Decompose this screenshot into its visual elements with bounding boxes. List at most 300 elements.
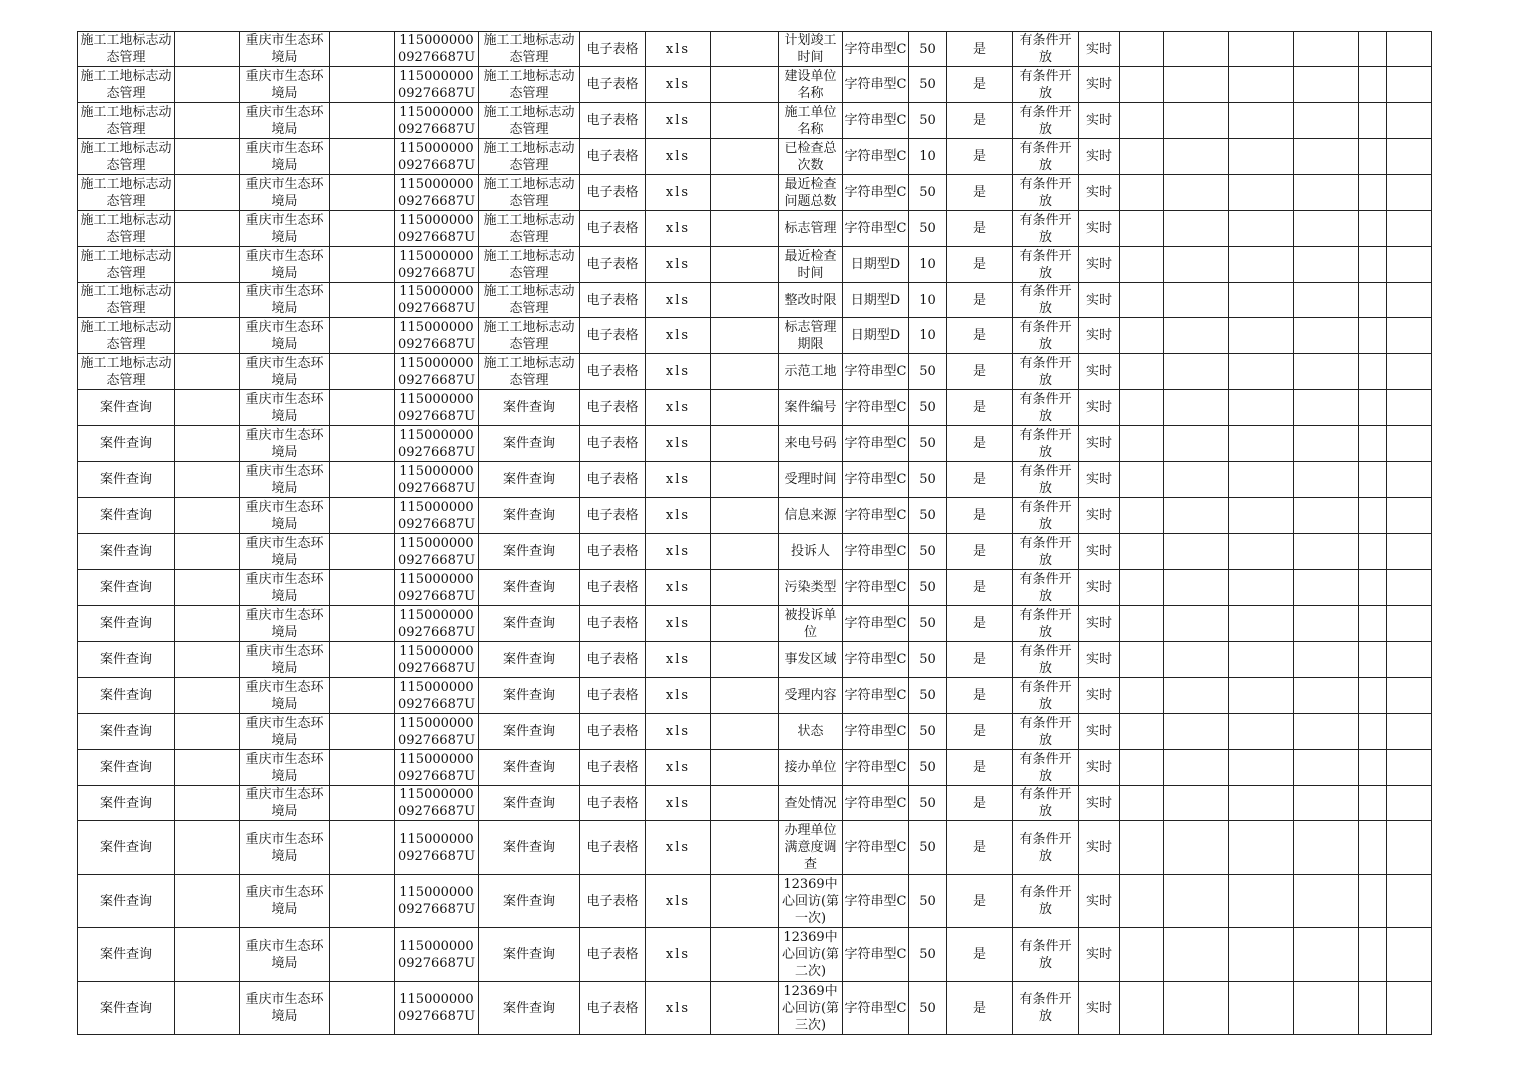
cell-extension: xls [646, 354, 711, 390]
cell-open-level: 有条件开放 [1013, 32, 1079, 67]
cell-required: 是 [947, 354, 1013, 390]
cell-extra-4 [1294, 678, 1359, 714]
cell-data-type: 字符串型C [843, 678, 909, 714]
cell-blank-b [330, 318, 395, 354]
cell-extension: xls [646, 498, 711, 534]
cell-data-type: 字符串型C [843, 786, 909, 821]
cell-extension: xls [646, 821, 711, 875]
cell-extension: xls [646, 750, 711, 786]
cell-open-level: 有条件开放 [1013, 426, 1079, 462]
cell-extra-6 [1387, 211, 1432, 247]
cell-data-type: 字符串型C [843, 714, 909, 750]
cell-blank-c [711, 982, 779, 1035]
cell-extra-6 [1387, 426, 1432, 462]
cell-department: 重庆市生态环境局 [240, 462, 330, 498]
cell-blank-c [711, 462, 779, 498]
cell-credit-code: 11500000009276687U [395, 642, 479, 678]
cell-department: 重庆市生态环境局 [240, 498, 330, 534]
cell-blank-c [711, 498, 779, 534]
cell-extension: xls [646, 982, 711, 1035]
cell-extra-4 [1294, 642, 1359, 678]
cell-extra-1 [1120, 462, 1164, 498]
cell-topic: 案件查询 [78, 928, 175, 982]
cell-extra-6 [1387, 534, 1432, 570]
cell-blank-b [330, 982, 395, 1035]
cell-update-freq: 实时 [1079, 103, 1120, 139]
cell-resource: 施工工地标志动态管理 [479, 247, 580, 283]
cell-open-level: 有条件开放 [1013, 390, 1079, 426]
cell-extra-1 [1120, 642, 1164, 678]
cell-data-type: 字符串型C [843, 211, 909, 247]
cell-resource: 施工工地标志动态管理 [479, 211, 580, 247]
cell-extra-3 [1229, 67, 1294, 103]
cell-department: 重庆市生态环境局 [240, 211, 330, 247]
cell-data-type: 字符串型C [843, 642, 909, 678]
cell-extra-1 [1120, 390, 1164, 426]
table-row [78, 534, 1432, 570]
cell-length: 50 [909, 426, 947, 462]
cell-department: 重庆市生态环境局 [240, 175, 330, 211]
cell-blank-b [330, 211, 395, 247]
cell-credit-code: 11500000009276687U [395, 67, 479, 103]
table-row [78, 982, 1432, 1035]
cell-open-level: 有条件开放 [1013, 283, 1079, 318]
cell-format-type: 电子表格 [580, 354, 646, 390]
cell-extra-2 [1164, 714, 1229, 750]
cell-extra-5 [1359, 498, 1387, 534]
cell-blank-b [330, 103, 395, 139]
cell-open-level: 有条件开放 [1013, 211, 1079, 247]
cell-length: 50 [909, 462, 947, 498]
cell-credit-code: 11500000009276687U [395, 462, 479, 498]
cell-topic: 案件查询 [78, 462, 175, 498]
cell-department: 重庆市生态环境局 [240, 928, 330, 982]
cell-data-type: 日期型D [843, 247, 909, 283]
cell-field-name: 案件编号 [779, 390, 843, 426]
cell-extra-1 [1120, 139, 1164, 175]
cell-blank-c [711, 606, 779, 642]
cell-required: 是 [947, 786, 1013, 821]
cell-format-type: 电子表格 [580, 390, 646, 426]
cell-format-type: 电子表格 [580, 175, 646, 211]
cell-department: 重庆市生态环境局 [240, 32, 330, 67]
cell-extra-6 [1387, 678, 1432, 714]
cell-extension: xls [646, 678, 711, 714]
cell-blank-c [711, 354, 779, 390]
cell-topic: 施工工地标志动态管理 [78, 247, 175, 283]
cell-data-type: 字符串型C [843, 67, 909, 103]
cell-extra-2 [1164, 390, 1229, 426]
cell-extra-2 [1164, 570, 1229, 606]
cell-extra-2 [1164, 678, 1229, 714]
cell-format-type: 电子表格 [580, 570, 646, 606]
cell-field-name: 建设单位名称 [779, 67, 843, 103]
table-row [78, 426, 1432, 462]
cell-extra-3 [1229, 606, 1294, 642]
cell-blank-c [711, 67, 779, 103]
cell-format-type: 电子表格 [580, 211, 646, 247]
cell-required: 是 [947, 750, 1013, 786]
cell-extension: xls [646, 103, 711, 139]
cell-topic: 案件查询 [78, 534, 175, 570]
cell-topic: 案件查询 [78, 875, 175, 928]
cell-field-name: 计划竣工时间 [779, 32, 843, 67]
cell-blank-a [175, 139, 240, 175]
cell-format-type: 电子表格 [580, 283, 646, 318]
cell-extra-3 [1229, 283, 1294, 318]
cell-data-type: 字符串型C [843, 354, 909, 390]
cell-extension: xls [646, 32, 711, 67]
table-row [78, 139, 1432, 175]
cell-extra-2 [1164, 426, 1229, 462]
cell-extra-3 [1229, 821, 1294, 875]
cell-open-level: 有条件开放 [1013, 570, 1079, 606]
cell-extension: xls [646, 534, 711, 570]
cell-department: 重庆市生态环境局 [240, 875, 330, 928]
cell-extra-2 [1164, 32, 1229, 67]
cell-update-freq: 实时 [1079, 875, 1120, 928]
cell-department: 重庆市生态环境局 [240, 821, 330, 875]
cell-update-freq: 实时 [1079, 750, 1120, 786]
cell-blank-a [175, 570, 240, 606]
cell-extra-3 [1229, 139, 1294, 175]
cell-length: 10 [909, 247, 947, 283]
cell-blank-c [711, 103, 779, 139]
cell-credit-code: 11500000009276687U [395, 606, 479, 642]
cell-format-type: 电子表格 [580, 462, 646, 498]
cell-credit-code: 11500000009276687U [395, 821, 479, 875]
cell-extra-3 [1229, 642, 1294, 678]
cell-resource: 案件查询 [479, 678, 580, 714]
cell-extra-6 [1387, 498, 1432, 534]
cell-extra-6 [1387, 247, 1432, 283]
cell-blank-b [330, 390, 395, 426]
cell-extra-4 [1294, 354, 1359, 390]
cell-data-type: 字符串型C [843, 821, 909, 875]
cell-department: 重庆市生态环境局 [240, 103, 330, 139]
cell-extra-3 [1229, 426, 1294, 462]
cell-extra-1 [1120, 247, 1164, 283]
table-row [78, 67, 1432, 103]
cell-length: 50 [909, 678, 947, 714]
cell-resource: 案件查询 [479, 821, 580, 875]
cell-field-name: 施工单位名称 [779, 103, 843, 139]
cell-extension: xls [646, 462, 711, 498]
cell-open-level: 有条件开放 [1013, 247, 1079, 283]
cell-required: 是 [947, 875, 1013, 928]
cell-topic: 施工工地标志动态管理 [78, 175, 175, 211]
cell-extra-4 [1294, 821, 1359, 875]
cell-field-name: 办理单位满意度调查 [779, 821, 843, 875]
cell-data-type: 字符串型C [843, 426, 909, 462]
cell-topic: 案件查询 [78, 750, 175, 786]
cell-extra-2 [1164, 67, 1229, 103]
table-row [78, 642, 1432, 678]
cell-update-freq: 实时 [1079, 318, 1120, 354]
cell-required: 是 [947, 714, 1013, 750]
cell-blank-c [711, 283, 779, 318]
cell-length: 50 [909, 821, 947, 875]
cell-department: 重庆市生态环境局 [240, 750, 330, 786]
cell-blank-c [711, 786, 779, 821]
cell-blank-b [330, 606, 395, 642]
cell-format-type: 电子表格 [580, 606, 646, 642]
cell-blank-b [330, 928, 395, 982]
cell-extra-4 [1294, 875, 1359, 928]
cell-field-name: 投诉人 [779, 534, 843, 570]
cell-open-level: 有条件开放 [1013, 139, 1079, 175]
cell-format-type: 电子表格 [580, 928, 646, 982]
cell-length: 50 [909, 714, 947, 750]
cell-field-name: 污染类型 [779, 570, 843, 606]
cell-open-level: 有条件开放 [1013, 318, 1079, 354]
cell-extra-5 [1359, 32, 1387, 67]
cell-extra-6 [1387, 175, 1432, 211]
cell-extra-2 [1164, 211, 1229, 247]
cell-credit-code: 11500000009276687U [395, 354, 479, 390]
cell-extra-1 [1120, 606, 1164, 642]
cell-extension: xls [646, 390, 711, 426]
cell-extra-1 [1120, 821, 1164, 875]
cell-blank-a [175, 786, 240, 821]
cell-extra-6 [1387, 750, 1432, 786]
cell-extra-3 [1229, 175, 1294, 211]
cell-extra-5 [1359, 570, 1387, 606]
cell-resource: 施工工地标志动态管理 [479, 32, 580, 67]
cell-credit-code: 11500000009276687U [395, 211, 479, 247]
cell-blank-b [330, 714, 395, 750]
cell-open-level: 有条件开放 [1013, 714, 1079, 750]
cell-extra-5 [1359, 283, 1387, 318]
cell-extra-6 [1387, 354, 1432, 390]
cell-extra-5 [1359, 678, 1387, 714]
cell-update-freq: 实时 [1079, 928, 1120, 982]
cell-extra-1 [1120, 750, 1164, 786]
cell-extra-5 [1359, 928, 1387, 982]
cell-field-name: 最近检查问题总数 [779, 175, 843, 211]
cell-resource: 施工工地标志动态管理 [479, 175, 580, 211]
cell-extra-2 [1164, 175, 1229, 211]
cell-blank-c [711, 821, 779, 875]
cell-required: 是 [947, 318, 1013, 354]
cell-update-freq: 实时 [1079, 982, 1120, 1035]
cell-credit-code: 11500000009276687U [395, 32, 479, 67]
cell-blank-b [330, 462, 395, 498]
cell-topic: 施工工地标志动态管理 [78, 32, 175, 67]
cell-update-freq: 实时 [1079, 139, 1120, 175]
cell-extra-1 [1120, 354, 1164, 390]
cell-required: 是 [947, 606, 1013, 642]
cell-data-type: 日期型D [843, 318, 909, 354]
table-row [78, 786, 1432, 821]
cell-credit-code: 11500000009276687U [395, 426, 479, 462]
cell-required: 是 [947, 67, 1013, 103]
cell-update-freq: 实时 [1079, 678, 1120, 714]
cell-update-freq: 实时 [1079, 175, 1120, 211]
table-row [78, 354, 1432, 390]
cell-extra-6 [1387, 570, 1432, 606]
table-row [78, 318, 1432, 354]
cell-department: 重庆市生态环境局 [240, 139, 330, 175]
cell-update-freq: 实时 [1079, 32, 1120, 67]
cell-blank-b [330, 821, 395, 875]
cell-extra-2 [1164, 786, 1229, 821]
cell-blank-b [330, 175, 395, 211]
cell-open-level: 有条件开放 [1013, 786, 1079, 821]
cell-extension: xls [646, 875, 711, 928]
cell-extra-5 [1359, 426, 1387, 462]
cell-field-name: 被投诉单位 [779, 606, 843, 642]
cell-extra-6 [1387, 318, 1432, 354]
cell-data-type: 字符串型C [843, 875, 909, 928]
cell-blank-a [175, 67, 240, 103]
cell-update-freq: 实时 [1079, 786, 1120, 821]
cell-length: 50 [909, 928, 947, 982]
cell-extra-6 [1387, 821, 1432, 875]
cell-department: 重庆市生态环境局 [240, 534, 330, 570]
table-row [78, 390, 1432, 426]
cell-extra-3 [1229, 247, 1294, 283]
cell-open-level: 有条件开放 [1013, 498, 1079, 534]
cell-extra-1 [1120, 103, 1164, 139]
cell-extra-3 [1229, 750, 1294, 786]
table-row [78, 32, 1432, 67]
cell-blank-b [330, 139, 395, 175]
cell-extra-5 [1359, 982, 1387, 1035]
cell-required: 是 [947, 211, 1013, 247]
cell-extra-5 [1359, 875, 1387, 928]
table-row [78, 821, 1432, 875]
data-table [77, 31, 1432, 1035]
cell-extra-4 [1294, 139, 1359, 175]
cell-extra-2 [1164, 606, 1229, 642]
cell-credit-code: 11500000009276687U [395, 175, 479, 211]
cell-blank-c [711, 928, 779, 982]
cell-length: 50 [909, 32, 947, 67]
cell-required: 是 [947, 642, 1013, 678]
cell-length: 10 [909, 139, 947, 175]
cell-credit-code: 11500000009276687U [395, 283, 479, 318]
cell-extra-6 [1387, 67, 1432, 103]
cell-topic: 案件查询 [78, 821, 175, 875]
cell-extra-2 [1164, 139, 1229, 175]
table-row [78, 928, 1432, 982]
cell-department: 重庆市生态环境局 [240, 982, 330, 1035]
cell-topic: 施工工地标志动态管理 [78, 67, 175, 103]
cell-data-type: 字符串型C [843, 462, 909, 498]
cell-length: 50 [909, 354, 947, 390]
cell-department: 重庆市生态环境局 [240, 786, 330, 821]
cell-extra-5 [1359, 211, 1387, 247]
cell-required: 是 [947, 426, 1013, 462]
cell-data-type: 字符串型C [843, 139, 909, 175]
cell-resource: 案件查询 [479, 714, 580, 750]
cell-field-name: 查处情况 [779, 786, 843, 821]
cell-extension: xls [646, 318, 711, 354]
cell-open-level: 有条件开放 [1013, 750, 1079, 786]
cell-resource: 案件查询 [479, 570, 580, 606]
cell-department: 重庆市生态环境局 [240, 318, 330, 354]
cell-length: 50 [909, 103, 947, 139]
cell-update-freq: 实时 [1079, 714, 1120, 750]
cell-blank-b [330, 354, 395, 390]
cell-extra-1 [1120, 928, 1164, 982]
cell-extra-5 [1359, 247, 1387, 283]
cell-update-freq: 实时 [1079, 606, 1120, 642]
cell-blank-a [175, 390, 240, 426]
cell-extra-6 [1387, 103, 1432, 139]
cell-extra-5 [1359, 642, 1387, 678]
cell-resource: 案件查询 [479, 928, 580, 982]
cell-credit-code: 11500000009276687U [395, 318, 479, 354]
cell-resource: 施工工地标志动态管理 [479, 354, 580, 390]
cell-blank-b [330, 642, 395, 678]
cell-extra-2 [1164, 354, 1229, 390]
cell-required: 是 [947, 534, 1013, 570]
cell-extra-5 [1359, 750, 1387, 786]
cell-data-type: 字符串型C [843, 750, 909, 786]
cell-extra-1 [1120, 714, 1164, 750]
cell-extra-3 [1229, 318, 1294, 354]
cell-extra-6 [1387, 283, 1432, 318]
cell-field-name: 来电号码 [779, 426, 843, 462]
cell-update-freq: 实时 [1079, 821, 1120, 875]
cell-extra-4 [1294, 283, 1359, 318]
cell-extra-1 [1120, 786, 1164, 821]
cell-field-name: 受理内容 [779, 678, 843, 714]
cell-blank-c [711, 247, 779, 283]
cell-department: 重庆市生态环境局 [240, 67, 330, 103]
cell-format-type: 电子表格 [580, 318, 646, 354]
cell-blank-b [330, 32, 395, 67]
cell-extra-4 [1294, 426, 1359, 462]
cell-resource: 案件查询 [479, 390, 580, 426]
cell-extra-5 [1359, 606, 1387, 642]
cell-resource: 案件查询 [479, 786, 580, 821]
cell-extra-5 [1359, 390, 1387, 426]
table-row [78, 247, 1432, 283]
cell-required: 是 [947, 928, 1013, 982]
cell-length: 50 [909, 534, 947, 570]
cell-format-type: 电子表格 [580, 678, 646, 714]
cell-resource: 案件查询 [479, 606, 580, 642]
cell-open-level: 有条件开放 [1013, 354, 1079, 390]
cell-extra-1 [1120, 283, 1164, 318]
cell-open-level: 有条件开放 [1013, 462, 1079, 498]
cell-blank-c [711, 642, 779, 678]
cell-extra-2 [1164, 642, 1229, 678]
cell-length: 50 [909, 390, 947, 426]
cell-extra-2 [1164, 318, 1229, 354]
cell-required: 是 [947, 570, 1013, 606]
cell-blank-c [711, 534, 779, 570]
cell-extra-5 [1359, 714, 1387, 750]
cell-data-type: 字符串型C [843, 606, 909, 642]
table-row [78, 570, 1432, 606]
cell-extra-6 [1387, 462, 1432, 498]
cell-extra-1 [1120, 211, 1164, 247]
cell-extra-2 [1164, 821, 1229, 875]
cell-blank-a [175, 642, 240, 678]
cell-update-freq: 实时 [1079, 462, 1120, 498]
cell-length: 10 [909, 283, 947, 318]
cell-department: 重庆市生态环境局 [240, 714, 330, 750]
cell-credit-code: 11500000009276687U [395, 570, 479, 606]
cell-extra-2 [1164, 875, 1229, 928]
cell-extra-6 [1387, 875, 1432, 928]
cell-topic: 案件查询 [78, 678, 175, 714]
cell-format-type: 电子表格 [580, 714, 646, 750]
